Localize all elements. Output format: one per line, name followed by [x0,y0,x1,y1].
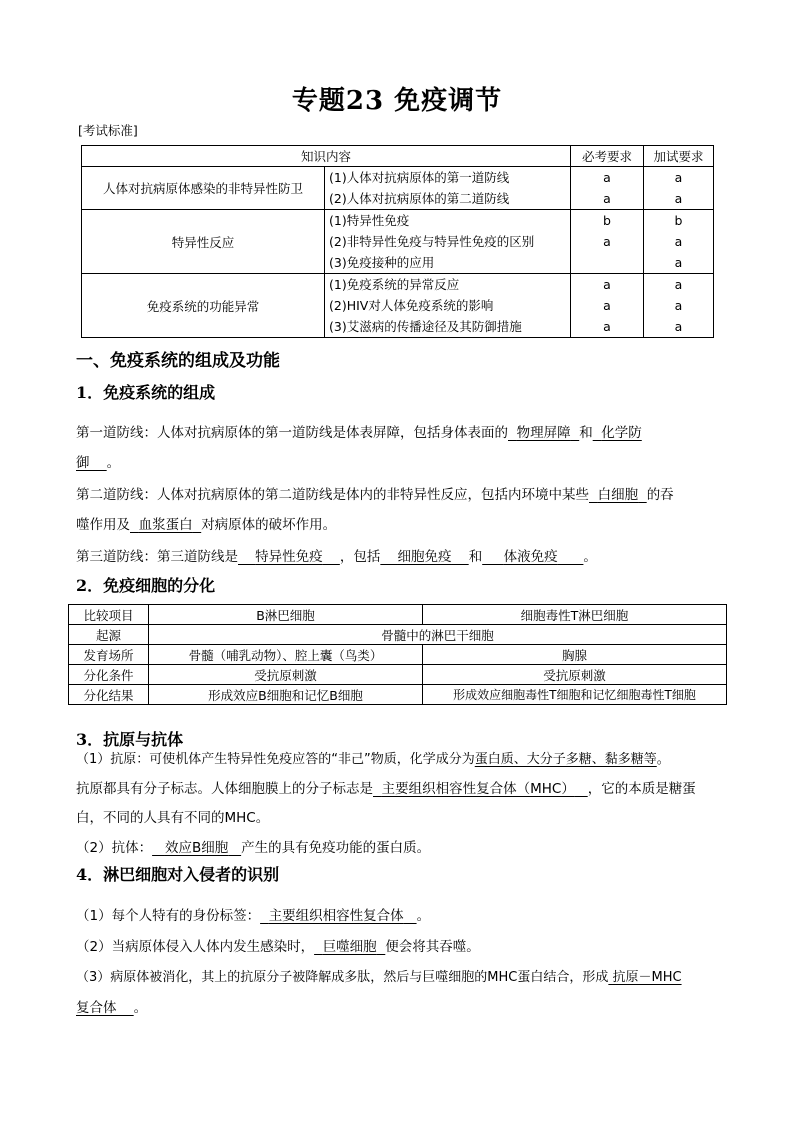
answer-blank [260,908,416,924]
row-label: 比较项目 [69,605,149,625]
paragraph-line [76,483,674,503]
answer-blank [593,425,642,441]
answer-blank [380,549,468,565]
paragraph-line [76,513,336,533]
topic-cell: 人体对抗病原体感染的非特异性防卫 [82,167,325,210]
text: （1）抗原：可使机体产生特异性免疫应答的“非己”物质，化学成分为 [76,752,475,767]
answer-text: 巨噬细胞 [322,939,377,955]
answer-blank [314,939,385,955]
paragraph-line [76,996,147,1016]
item-text: (2)非特异性免疫与特异性免疫的区别 [329,234,535,249]
answer-blank [152,840,241,856]
column-header: 细胞毒性T淋巴细胞 [423,605,727,625]
text: ，它的本质是糖蛋 [587,781,696,797]
row-label: 发育场所 [69,645,149,665]
text: （1）每个人特有的身份标签： [76,908,261,924]
item-text: (1)免疫系统的异常反应 [329,277,460,292]
text: 对病原体的破坏作用。 [201,517,337,533]
text: （3）病原体被消化，其上的抗原分子被降解成多肽，然后与巨噬细胞的MHC蛋白结合，形成 [76,970,609,985]
text: 和 [579,425,593,441]
answer-text: 细胞免疫 [397,549,452,565]
item-text: (3)免疫接种的应用 [329,255,435,270]
extra-cell [644,274,714,338]
answer-text: 主要组织相容性复合体 [268,908,404,924]
extra-cell [644,210,714,274]
paragraph-line [76,966,682,985]
table-cell: 骨髓中的淋巴干细胞 [149,625,727,645]
item-text: (3)艾滋病的传播途径及其防御措施 [329,319,522,334]
text: （2）当病原体侵入人体内发生感染时， [76,939,315,955]
level-text: b [674,213,683,228]
extra-cell [644,167,714,210]
level-text: a [674,255,683,270]
answer-text: 白细胞 [597,487,639,503]
level-text: a [674,170,683,185]
answer-blank [238,549,340,565]
level-text: a [603,319,611,334]
paragraph-line [76,935,480,955]
text: 。 [583,549,597,565]
answer-blank [482,549,583,565]
paragraph-line [76,451,120,471]
page-title: 专题23 免疫调节 [291,86,503,116]
level-text: b [603,213,611,228]
row-label: 起源 [69,625,149,645]
answer-blank [373,781,588,797]
text: 产生的具有免疫功能的蛋白质。 [241,840,431,856]
answer-blank [589,487,647,503]
items-cell [325,167,571,210]
level-text: a [603,191,611,206]
subsection-heading: 3．抗原与抗体 [76,730,184,749]
text: 。 [133,1000,148,1016]
item-text: (1)特异性免疫 [329,213,410,228]
items-cell [325,210,571,274]
table-cell: 形成效应细胞毒性T细胞和记忆细胞毒性T细胞 [423,685,727,705]
exam-standard-label: [考试标准] [78,123,138,138]
text: ，包括 [339,549,381,565]
column-header: B淋巴细胞 [149,605,423,625]
text: 第一道防线：人体对抗病原体的第一道防线是体表屏障，包括身体表面的 [76,425,508,441]
paragraph-line: 白，不同的人具有不同的MHC。 [76,810,270,826]
answer-text: 特异性免疫 [255,549,323,565]
level-text: a [603,298,611,313]
answer-text: 物理屏障 [516,425,571,441]
header-required: 必考要求 [571,146,644,167]
level-text: a [674,298,683,313]
table-cell: 受抗原刺激 [149,665,423,685]
topic-cell: 免疫系统的功能异常 [82,274,325,338]
paragraph-line [76,904,430,924]
item-text: (2)人体对抗病原体的第二道防线 [329,191,510,206]
answer-text: 复合体 [76,1000,117,1016]
standards-table [81,145,714,338]
subsection-heading: 2．免疫细胞的分化 [76,576,216,595]
text: 。 [106,455,121,471]
text: 。 [656,752,670,767]
topic-cell: 特异性反应 [82,210,325,274]
answer-blank [76,455,107,471]
answer-text: 效应B细胞 [164,840,229,856]
answer-blank [76,1000,134,1016]
row-label: 分化结果 [69,685,149,705]
level-text: a [603,170,611,185]
level-text: a [674,319,683,334]
text: （2）抗体： [76,840,153,856]
text: 第二道防线：人体对抗病原体的第二道防线是体内的非特异性反应，包括内环境中某些 [76,487,589,503]
table-cell: 胸腺 [423,645,727,665]
text: 抗原都具有分子标志。人体细胞膜上的分子标志是 [76,781,373,797]
subsection-heading: 4．淋巴细胞对入侵者的识别 [76,865,280,884]
paragraph-line [76,545,597,565]
item-text: (1)人体对抗病原体的第一道防线 [329,170,510,185]
level-text: a [674,277,683,292]
text: 。 [416,908,431,924]
level-text: a [674,234,683,249]
table-cell: 受抗原刺激 [423,665,727,685]
text: 和 [468,549,483,565]
header-knowledge: 知识内容 [82,146,571,167]
answer-text: 主要组织相容性复合体（MHC） [381,781,575,797]
text: 的吞 [646,487,674,503]
level-text: a [674,191,683,206]
required-cell [571,274,644,338]
text: 噬作用及 [76,517,130,533]
items-cell [325,274,571,338]
subsection-heading: 1．免疫系统的组成 [76,383,216,402]
answer-blank [608,970,681,985]
answer-text: 化学防 [601,425,642,441]
required-cell [571,210,644,274]
table-cell: 形成效应B细胞和记忆B细胞 [149,685,423,705]
cell-differentiation-table [68,604,727,705]
answer-text: 御 [76,455,90,471]
row-label: 分化条件 [69,665,149,685]
paragraph-line [76,748,670,767]
paragraph-line [76,777,696,797]
required-cell [571,167,644,210]
item-text: (2)HIV对人体免疫系统的影响 [329,298,494,313]
answer-text: 抗原－MHC [612,970,682,985]
section-heading: 一、免疫系统的组成及功能 [76,351,280,371]
header-extra: 加试要求 [644,146,714,167]
answer-text: 体液免疫 [503,549,558,565]
answer-blank [508,425,579,441]
level-text: a [603,234,611,249]
answer-blank [130,517,201,533]
paragraph-line [76,836,430,856]
text: 第三道防线：第三道防线是 [76,549,238,565]
level-text [571,252,643,273]
paragraph-line [76,421,642,441]
table-cell: 骨髓（哺乳动物）、腔上囊（鸟类） [149,645,423,665]
answer-text: 血浆蛋白 [138,517,193,533]
underlined-text: 蛋白质、大分子多糖、黏多糖等 [474,752,657,767]
level-text: a [603,277,611,292]
text: 便会将其吞噬。 [385,939,480,955]
